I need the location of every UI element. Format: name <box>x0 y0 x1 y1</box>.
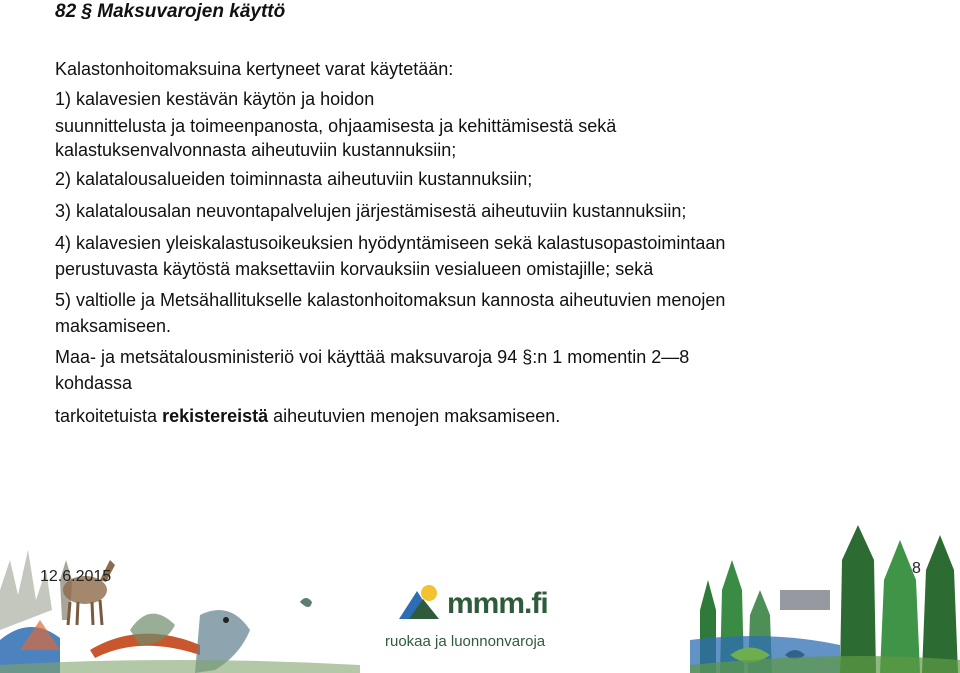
mmm-logo <box>385 583 585 653</box>
footer-date: 12.6.2015 <box>40 568 112 585</box>
slide-title: 82 § Maksuvarojen käyttö <box>55 1 286 22</box>
mountain-sun-icon <box>399 583 443 623</box>
body-line: 4) kalavesien yleiskalastusoikeuksien hyödyntämiseen sekä kalastusopastoimintaan <box>55 233 726 253</box>
body-line: kohdassa <box>55 373 133 393</box>
logo-text: mmm.fi <box>447 587 548 620</box>
body-line: 3) kalatalousalan neuvontapalvelujen järjestämisestä aiheutuviin kustannuksiin; <box>55 201 687 221</box>
logo-tagline: ruokaa ja luonnonvaroja <box>385 633 546 650</box>
body-line: maksamiseen. <box>55 316 172 336</box>
nature-illustration-left <box>0 520 360 673</box>
bold-term: rekistereistä <box>162 406 269 426</box>
body-line: 2) kalatalousalueiden toiminnasta aiheutuviin kustannuksiin; <box>55 169 533 189</box>
body-line: perustuvasta käytöstä maksettaviin korvauksiin vesialueen omistajille; sekä <box>55 259 654 279</box>
body-line: Kalastonhoitomaksuina kertyneet varat käytetään: <box>55 59 454 79</box>
body-text: tarkoitetuista <box>55 406 163 426</box>
nature-illustration-right <box>690 520 960 673</box>
body-line: suunnittelusta ja toimeenpanosta, ohjaamisesta ja kehittämisestä sekä <box>55 116 617 136</box>
body-line: 1) kalavesien kestävän käytön ja hoidon <box>55 89 375 109</box>
body-line: 5) valtiolle ja Metsähallitukselle kalastonhoitomaksun kannosta aiheutuvien menojen <box>55 290 726 310</box>
body-line: Maa- ja metsätalousministeriö voi käyttää maksuvaroja 94 §:n 1 momentin 2—8 <box>55 347 690 367</box>
body-line-last <box>55 403 935 430</box>
slide-body <box>55 56 935 430</box>
body-line: kalastuksenvalvonnasta aiheutuviin kustannuksiin; <box>55 140 457 160</box>
body-text: aiheutuvien menojen maksamiseen. <box>268 406 561 426</box>
page-number: 8 <box>912 560 921 577</box>
